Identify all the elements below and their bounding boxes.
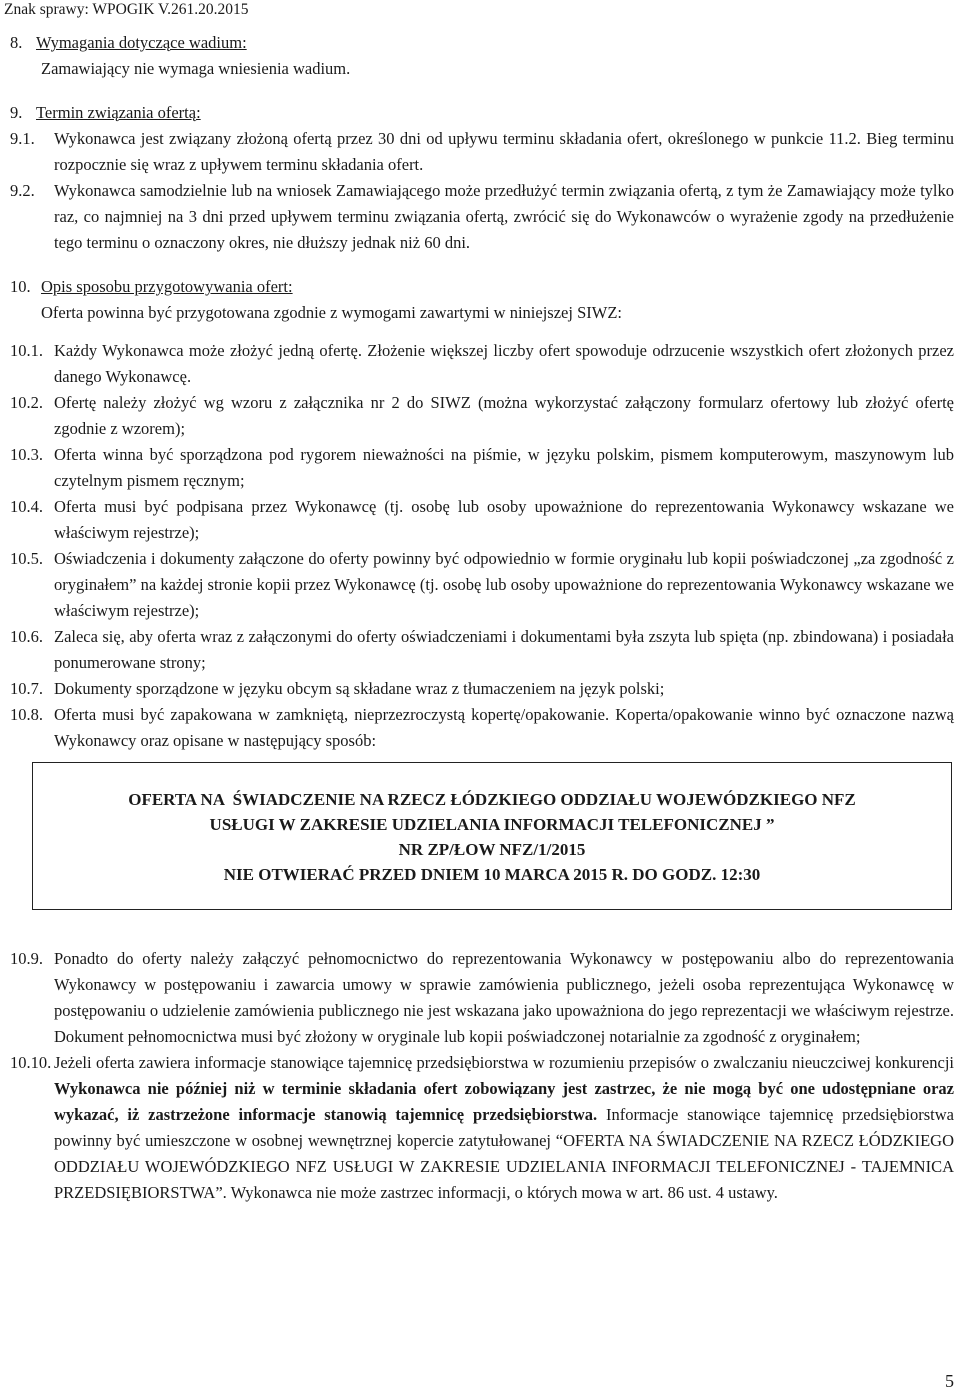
item-number: 10.6. [10, 627, 43, 646]
item-number: 10.3. [10, 445, 43, 464]
section-9-heading [10, 100, 954, 126]
item-text: Oferta musi być zapakowana w zamkniętą, nieprzezroczystą kopertę/opakowanie. Koperta/opakowanie winno być oznaczone nazwą Wykonawcy oraz opisane w następujący sposób: [54, 705, 954, 750]
item-number: 10.7. [10, 679, 43, 698]
envelope-line: NR ZP/ŁOW NFZ/1/2015 [398, 840, 586, 859]
list-item [10, 1050, 954, 1206]
item-number: 9.1. [10, 129, 35, 148]
item-text: Ponadto do oferty należy załączyć pełnomocnictwo do reprezentowania Wykonawcy w postępowaniu albo do reprezentowania Wykonawcy w postępowaniu i zawarcia umowy w sprawie zamówienia publicznego, jeżeli osoba reprezentująca Wykonawcę w postępowaniu o udzielenie zamówienia publicznego nie jest wskazana jako upoważniona do jego reprezentacji we właściwym rejestrze. Dokument pełnomocnictwa musi być złożony w oryginale lub kopii poświadczonej notarialnie za zgodność z oryginałem; [54, 949, 954, 1046]
list-item [10, 624, 954, 676]
section-title: Termin związania ofertą: [36, 103, 201, 122]
item-number: 9.2. [10, 181, 35, 200]
item-text: Każdy Wykonawca może złożyć jedną ofertę. Złożenie większej liczby ofert spowoduje odrzucenie wszystkich ofert złożonych przez danego Wykonawcę. [54, 341, 954, 386]
item-text: Oferta musi być podpisana przez Wykonawcę (tj. osobę lub osoby upoważnione do reprezentowania Wykonawcy wskazane we właściwym rejestrze); [54, 497, 954, 542]
list-item [10, 946, 954, 1050]
envelope-line: USŁUGI W ZAKRESIE UDZIELANIA INFORMACJI TELEFONICZNEJ ” [209, 815, 775, 834]
item-text: Wykonawca samodzielnie lub na wniosek Zamawiającego może przedłużyć termin związania ofertą, z tym że Zamawiający może tylko raz, co najmniej na 3 dni przed upływem terminu związania ofertą, zwrócić się do Wykonawców o wyrażenie zgody na przedłużenie tego terminu o oznaczony okres, nie dłuższy jednak niż 60 dni. [54, 181, 954, 252]
list-item [10, 702, 954, 754]
item-number: 10.2. [10, 393, 43, 412]
item-number: 10.10. [10, 1053, 52, 1072]
item-text: Zaleca się, aby oferta wraz z załączonymi do oferty oświadczeniami i dokumentami była zszyta lub spięta (np. zbindowana) i posiadała ponumerowane strony; [54, 627, 954, 672]
list-item [10, 390, 954, 442]
section-8-heading [10, 30, 954, 56]
item-text: Wykonawca jest związany złożoną ofertą przez 30 dni od upływu terminu składania ofert, określonego w punkcie 11.2. Bieg terminu rozpocznie się wraz z upływem terminu składania ofert. [54, 129, 954, 174]
item-text: Oferta winna być sporządzona pod rygorem nieważności na piśmie, w języku polskim, pismem komputerowym, maszynowym lub czytelnym pismem ręcznym; [54, 445, 954, 490]
section-title: Opis sposobu przygotowywania ofert: [41, 277, 293, 296]
section-10-intro: Oferta powinna być przygotowana zgodnie z wymogami zawartymi w niniejszej SIWZ: [41, 303, 622, 322]
item-text: Ofertę należy złożyć wg wzoru z załącznika nr 2 do SIWZ (można wykorzystać załączony formularz ofertowy lub złożyć ofertę zgodnie z wzorem); [54, 393, 954, 438]
document-body [10, 30, 954, 1206]
list-item [10, 178, 954, 256]
list-item [10, 442, 954, 494]
list-item [10, 338, 954, 390]
envelope-label-box [32, 762, 952, 910]
envelope-line: OFERTA NA ŚWIADCZENIE NA RZECZ ŁÓDZKIEGO ODDZIAŁU WOJEWÓDZKIEGO NFZ [128, 790, 856, 809]
item-text: Oświadczenia i dokumenty załączone do oferty powinny być odpowiednio w formie oryginału lub kopii poświadczonej „za zgodność z oryginałem” na każdej stronie kopii przez Wykonawcę (tj. osobę lub osoby upoważnione do reprezentowania Wykonawcy wskazane we właściwym rejestrze); [54, 549, 954, 620]
document-header: Znak sprawy: WPOGIK V.261.20.2015 [4, 1, 249, 18]
envelope-line: NIE OTWIERAĆ PRZED DNIEM 10 MARCA 2015 R. DO GODZ. 12:30 [223, 865, 761, 884]
item-number: 10.5. [10, 549, 43, 568]
item-text-part: Informacje stanowiące tajemnicę przedsiębiorstwa powinny być umieszczone w osobnej wewnętrznej kopercie zatytułowanej “OFERTA NA ŚWIADCZENIE NA RZECZ ŁÓDZKIEGO ODDZIAŁU WOJEWÓDZKIEGO NFZ USŁUGI W ZAKRESIE UDZIELANIA INFORMACJI TELEFONICZNEJ - TAJEMNICA PRZEDSIĘBIORSTWA”. Wykonawca nie może zastrzec informacji, o których mowa w art. 86 ust. 4 ustawy. [54, 1105, 954, 1202]
section-number: 10. [10, 277, 31, 296]
section-title: Wymagania dotyczące wadium: [36, 33, 247, 52]
item-text-bold: Wykonawca nie później niż w terminie składania ofert zobowiązany jest zastrzec, że nie mogą być one udostępniane oraz wykazać, iż zastrzeżone informacje stanowią tajemnicę przedsiębiorstwa. [54, 1079, 954, 1124]
section-number: 8. [10, 33, 23, 52]
item-number: 10.8. [10, 705, 43, 724]
section-8-text: Zamawiający nie wymaga wniesienia wadium. [41, 59, 351, 78]
list-item [10, 494, 954, 546]
item-number: 10.4. [10, 497, 43, 516]
list-item [10, 676, 954, 702]
item-text: Dokumenty sporządzone w języku obcym są składane wraz z tłumaczeniem na język polski; [54, 679, 665, 698]
item-number: 10.9. [10, 949, 43, 968]
item-number: 10.1. [10, 341, 43, 360]
item-text [54, 1050, 954, 1206]
list-item [10, 546, 954, 624]
item-text-part: Jeżeli oferta zawiera informacje stanowiące tajemnicę przedsiębiorstwa w rozumieniu przepisów o zwalczaniu nieuczciwej konkurencji [54, 1053, 954, 1072]
list-item [10, 126, 954, 178]
section-10-heading [10, 274, 954, 300]
section-number: 9. [10, 103, 23, 122]
page-number: 5 [945, 1371, 954, 1391]
